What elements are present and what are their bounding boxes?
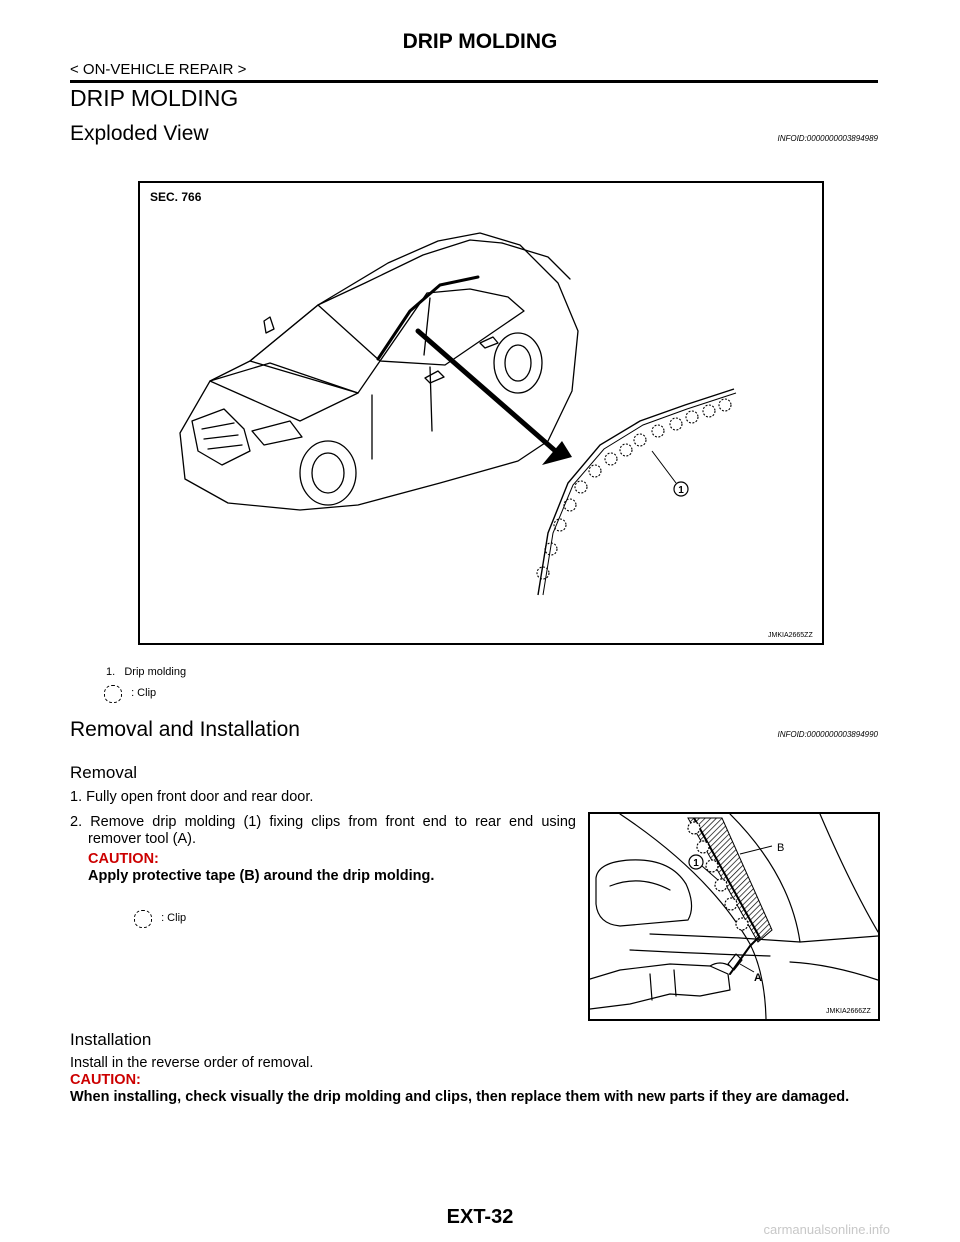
figure-id: JMKIA2665ZZ — [768, 632, 813, 639]
exploded-view-heading: Exploded View — [70, 122, 209, 145]
removal-step-2: 2. Remove drip molding (1) fixing clips from front end to rear end using remover tool (A). — [70, 814, 576, 847]
legend-key: 1. — [106, 666, 116, 678]
installation-caution-label: CAUTION: — [70, 1072, 141, 1088]
remover-tool-illustration — [590, 814, 878, 1019]
installation-caution-text: When installing, check visually the drip molding and clips, then replace them with new parts if they are damaged. — [70, 1089, 850, 1105]
installation-text: Install in the reverse order of removal. — [70, 1055, 314, 1071]
callout-a: A — [754, 972, 762, 984]
removal-figure — [588, 812, 880, 1021]
legend-text: : Clip — [161, 912, 187, 924]
header-subsection: < ON-VEHICLE REPAIR > — [70, 61, 247, 78]
removal-installation-heading: Removal and Installation — [70, 718, 300, 741]
page-heading: DRIP MOLDING — [70, 85, 239, 111]
header-section-title: DRIP MOLDING — [402, 30, 558, 53]
watermark: carmanualsonline.info — [763, 1222, 890, 1237]
legend-item-clip — [104, 685, 156, 706]
page-number: EXT-32 — [446, 1206, 514, 1228]
removal-caution-label: CAUTION: — [88, 851, 159, 867]
legend-text: Drip molding — [124, 666, 187, 678]
legend-text: : Clip — [131, 687, 157, 699]
header-rule — [70, 80, 878, 83]
legend-item-drip-molding — [106, 666, 186, 678]
removal-caution-text: Apply protective tape (B) around the drip molding. — [88, 868, 435, 884]
exploded-view-figure — [138, 181, 824, 645]
clip-icon — [104, 685, 122, 703]
removal-figure-id: JMKIA2666ZZ — [826, 1008, 871, 1015]
removal-legend-clip — [134, 910, 186, 931]
figure-section-label: SEC. 766 — [150, 190, 202, 204]
removal-installation-info-id: INFOID:0000000003894990 — [777, 730, 878, 739]
removal-heading: Removal — [70, 763, 138, 782]
removal-step-1: 1. Fully open front door and rear door. — [70, 789, 314, 805]
clip-icon — [134, 910, 152, 928]
callout-1: 1 — [693, 858, 699, 869]
callout-b: B — [777, 842, 785, 854]
installation-heading: Installation — [70, 1030, 152, 1049]
exploded-view-info-id: INFOID:0000000003894989 — [777, 134, 878, 143]
car-drip-molding-illustration — [140, 183, 822, 643]
figure-callout-1: 1 — [678, 485, 684, 496]
